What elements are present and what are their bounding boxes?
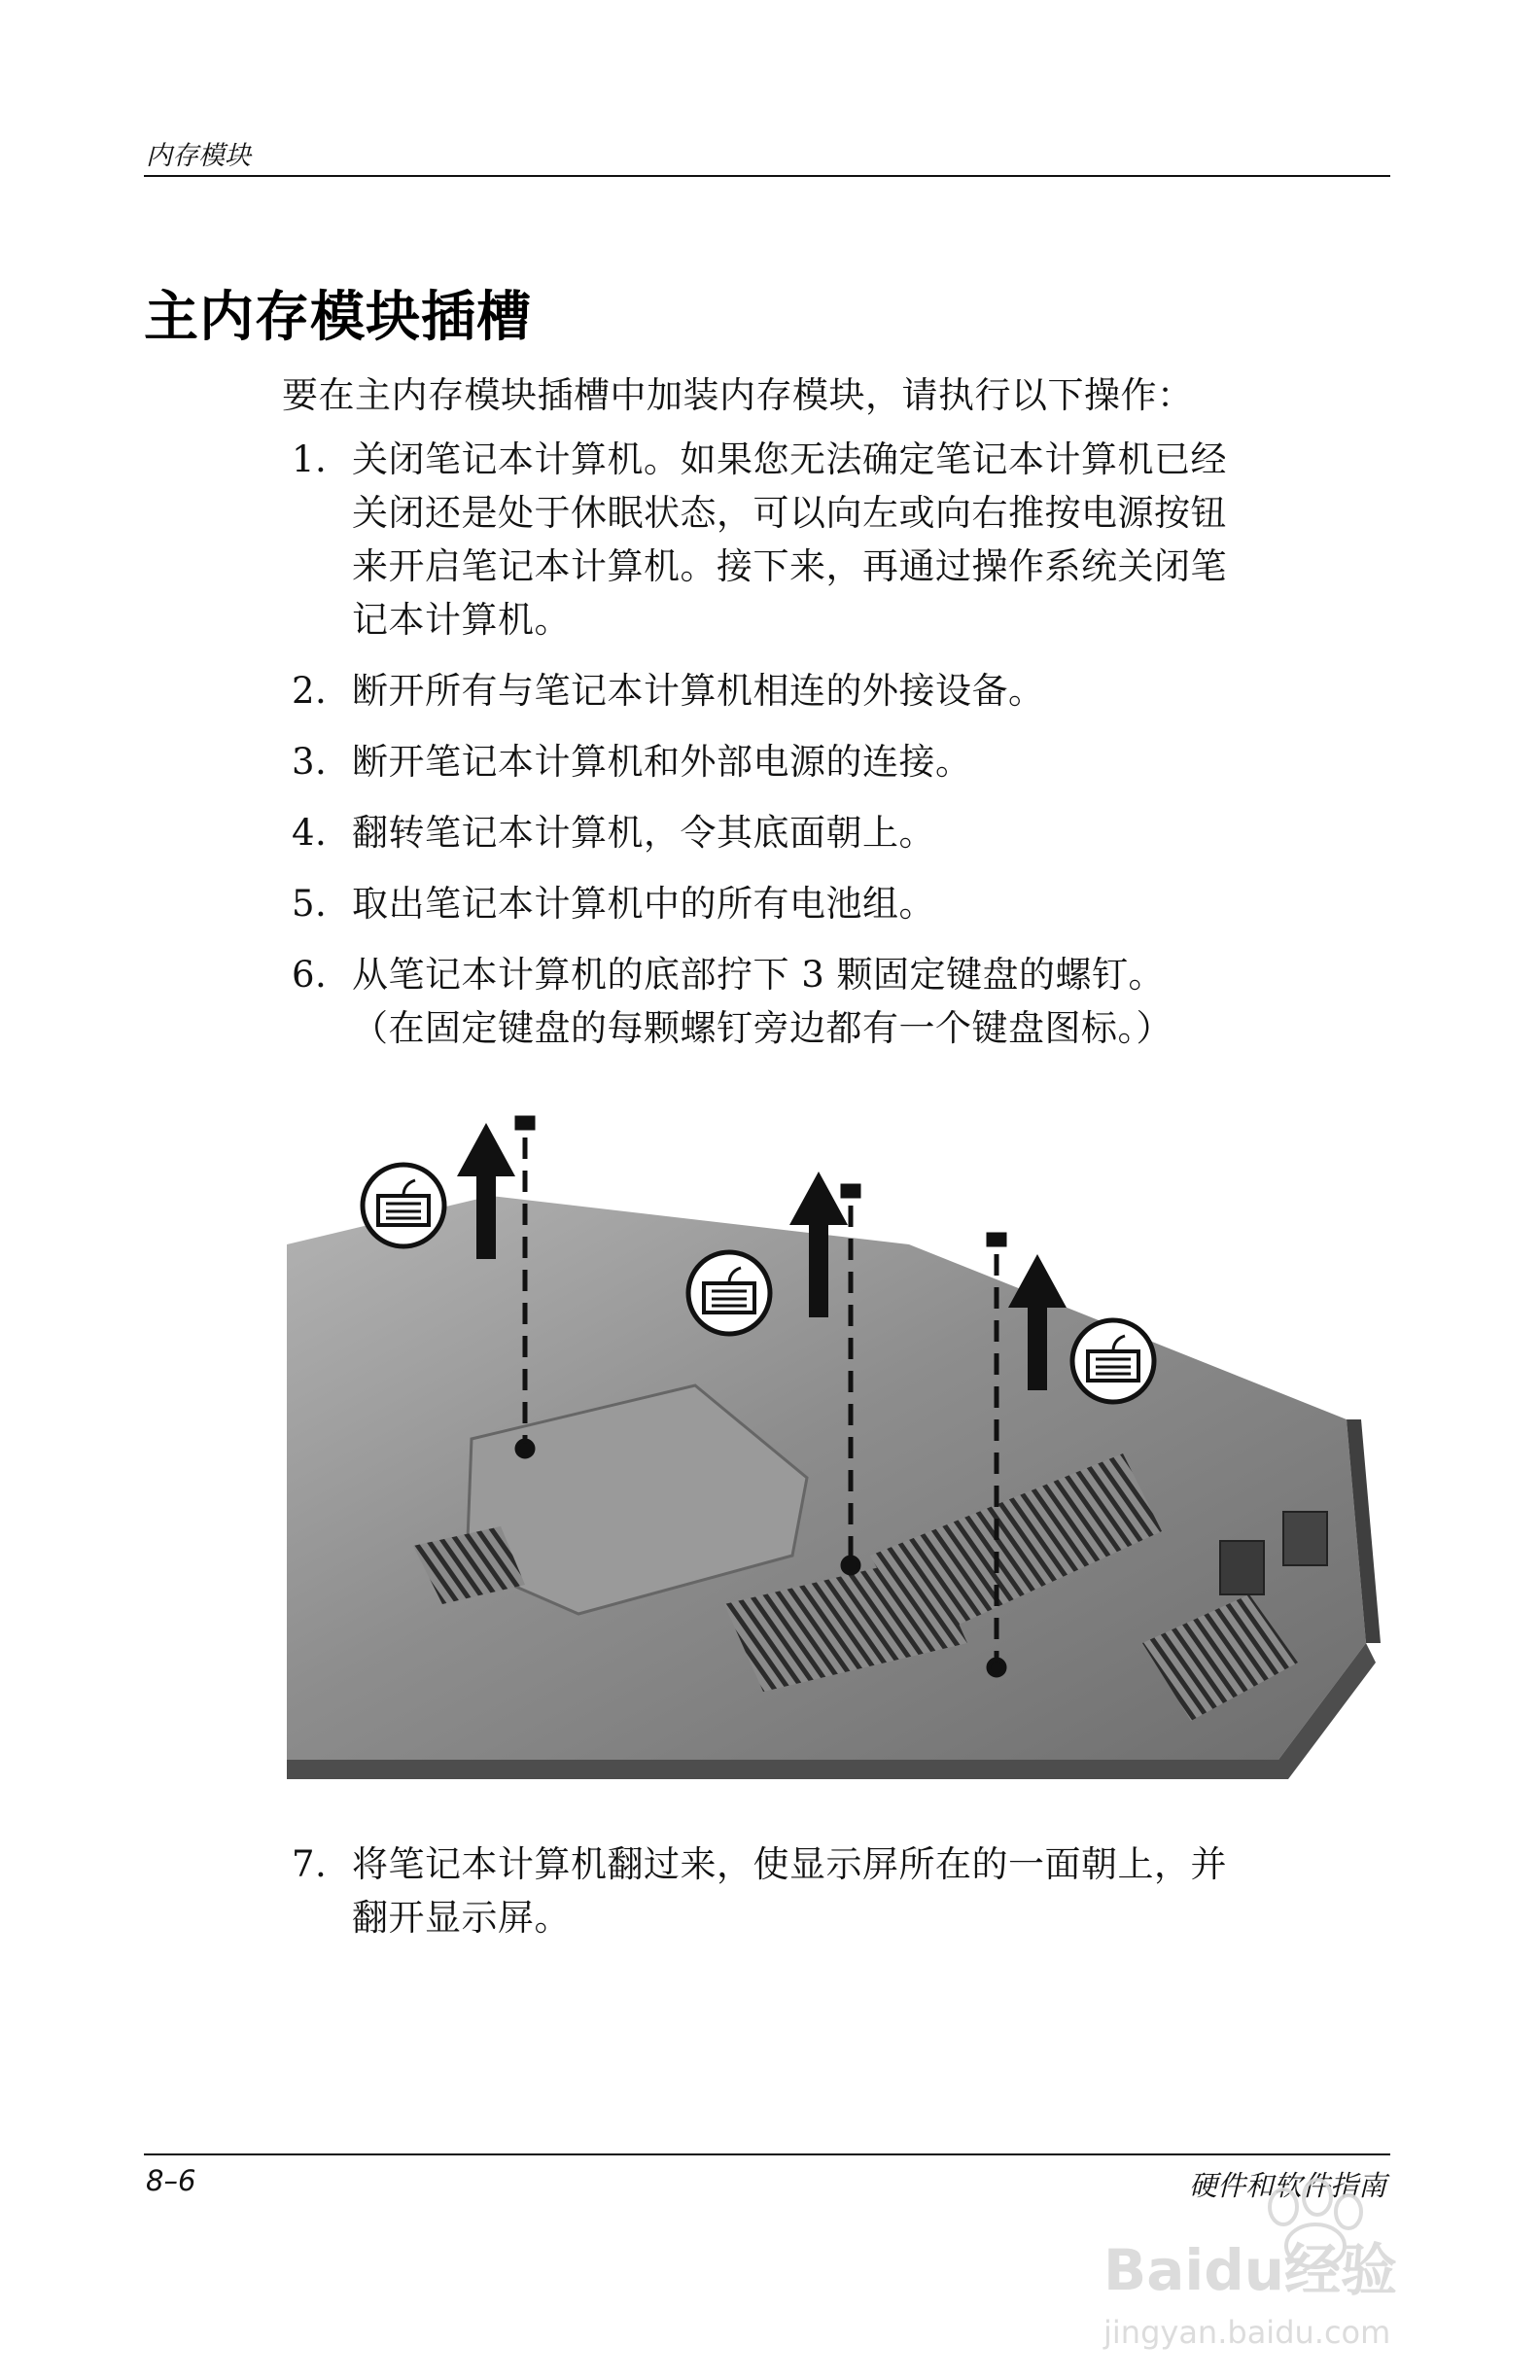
step-number: 3. xyxy=(292,741,328,783)
step-line: 翻开显示屏。 xyxy=(352,1897,571,1939)
keyboard-icon xyxy=(1072,1320,1154,1402)
header-rule xyxy=(144,175,1390,177)
step-line: 关闭笔记本计算机。如果您无法确定笔记本计算机已经 xyxy=(352,438,1227,480)
step-6 xyxy=(292,948,1381,1055)
laptop-underside-illustration xyxy=(287,1099,1385,1779)
keyboard-icon xyxy=(688,1252,770,1334)
step-number: 6. xyxy=(292,954,328,996)
step-number: 4. xyxy=(292,812,328,854)
header-section-title: 内存模块 xyxy=(146,141,251,171)
page-number: 8–6 xyxy=(146,2164,196,2197)
step-number: 5. xyxy=(292,883,328,925)
step-line: 关闭还是处于休眠状态，可以向左或向右推按电源按钮 xyxy=(352,492,1227,534)
step-line: 将笔记本计算机翻过来，使显示屏所在的一面朝上，并 xyxy=(352,1843,1227,1885)
port-connector xyxy=(1220,1541,1264,1594)
step-line: 取出笔记本计算机中的所有电池组。 xyxy=(352,883,935,925)
step-line: 断开笔记本计算机和外部电源的连接。 xyxy=(352,741,972,783)
step-5 xyxy=(292,877,1381,930)
keyboard-icon xyxy=(363,1165,444,1246)
step-2 xyxy=(292,664,1381,718)
step-number: 1. xyxy=(292,438,328,480)
step-3 xyxy=(292,735,1381,788)
step-line: 从笔记本计算机的底部拧下 3 颗固定键盘的螺钉。 xyxy=(352,954,1166,996)
footer-rule xyxy=(144,2153,1390,2155)
step-number: 2. xyxy=(292,670,328,712)
page-title: 主内存模块插槽 xyxy=(144,286,532,349)
step-number: 7. xyxy=(292,1843,328,1885)
svg-text:jingyan.baidu.com: jingyan.baidu.com xyxy=(1103,2314,1391,2351)
baidu-watermark xyxy=(1084,2168,1453,2362)
step-line: 来开启笔记本计算机。接下来，再通过操作系统关闭笔 xyxy=(352,545,1227,587)
steps-list-continued xyxy=(292,1838,1381,1962)
step-line: （在固定键盘的每颗螺钉旁边都有一个键盘图标。） xyxy=(352,1007,1172,1049)
step-1 xyxy=(292,433,1381,647)
book-title: 硬件和软件指南 xyxy=(1188,2169,1386,2202)
step-line: 断开所有与笔记本计算机相连的外接设备。 xyxy=(352,670,1045,712)
step-7 xyxy=(292,1838,1381,1944)
step-line: 记本计算机。 xyxy=(352,599,571,641)
step-4 xyxy=(292,806,1381,859)
step-line: 翻转笔记本计算机，令其底面朝上。 xyxy=(352,812,935,854)
intro-text: 要在主内存模块插槽中加装内存模块，请执行以下操作： xyxy=(282,374,1194,416)
steps-list xyxy=(292,433,1381,1072)
svg-text:Baidu经验: Baidu经验 xyxy=(1103,2237,1398,2303)
